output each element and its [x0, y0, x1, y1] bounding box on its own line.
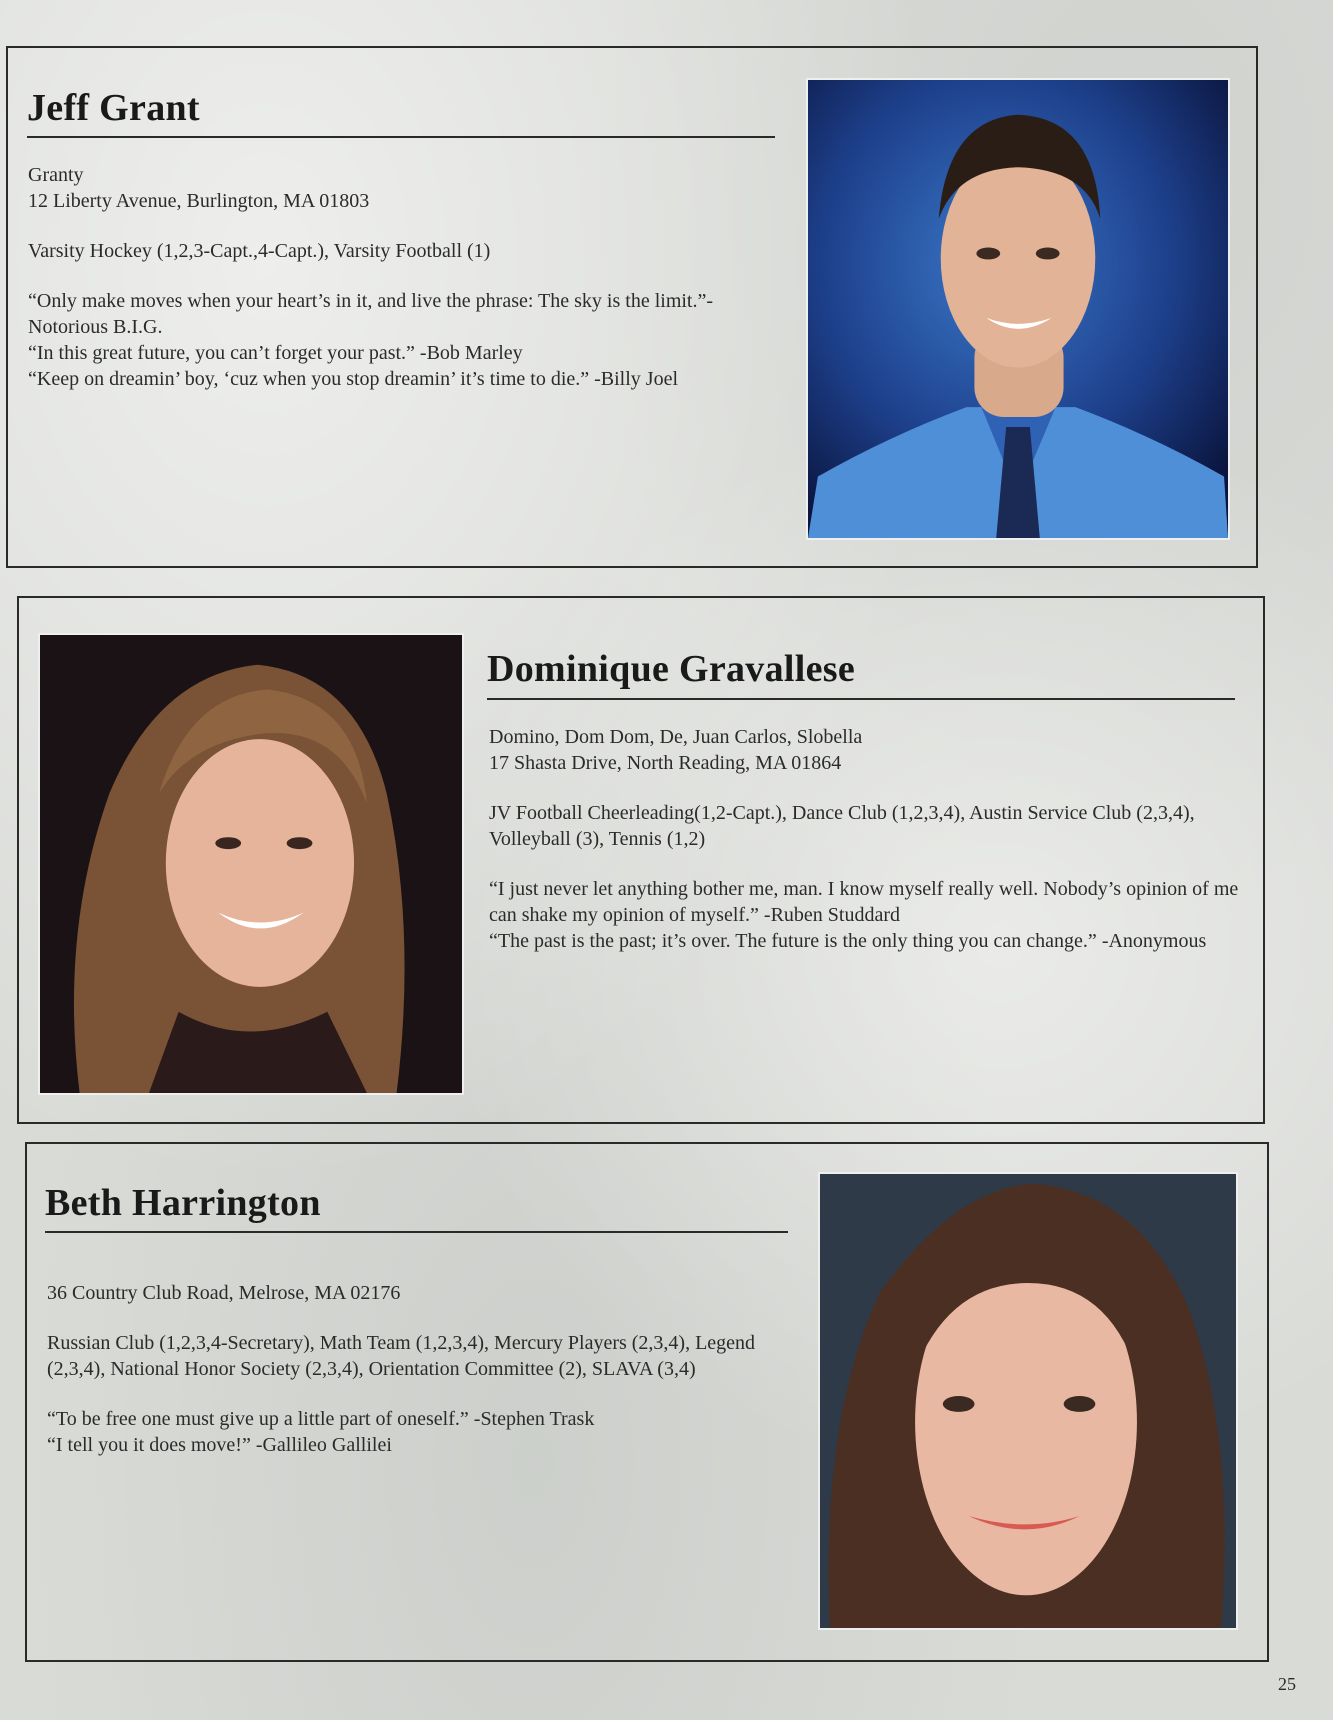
student-portrait-photo — [38, 633, 464, 1095]
nickname: Granty — [28, 164, 84, 186]
address: 36 Country Club Road, Melrose, MA 02176 — [47, 1282, 401, 1304]
activities: JV Football Cheerleading(1,2-Capt.), Dance Club (1,2,3,4), Austin Service Club (2,3,4), Volleyball (3), Tennis (1,2) — [489, 802, 1195, 850]
activities: Varsity Hockey (1,2,3-Capt.,4-Capt.), Varsity Football (1) — [28, 240, 491, 262]
page-number: 25 — [1278, 1674, 1296, 1694]
address: 17 Shasta Drive, North Reading, MA 01864 — [489, 752, 842, 774]
student-portrait-photo — [818, 1172, 1238, 1630]
student-info — [489, 724, 1239, 954]
quote: “Keep on dreamin’ boy, ‘cuz when you stop dreamin’ it’s time to die.” -Billy Joel — [28, 368, 679, 390]
quote: “In this great future, you can’t forget your past.” -Bob Marley — [28, 342, 523, 364]
address: 12 Liberty Avenue, Burlington, MA 01803 — [28, 190, 370, 212]
quote: “I tell you it does move!” -Gallileo Gallilei — [47, 1434, 392, 1456]
name-underline — [45, 1231, 788, 1233]
activities: Russian Club (1,2,3,4-Secretary), Math Team (1,2,3,4), Mercury Players (2,3,4), Legend (2,3,4), National Honor Society (2,3,4), Orientation Committee (2), SLAVA (3,4) — [47, 1332, 756, 1380]
quote: “The past is the past; it’s over. The future is the only thing you can change.” -Anonymous — [489, 930, 1207, 952]
name-underline — [487, 698, 1235, 700]
student-portrait-photo — [806, 78, 1230, 540]
student-name: Jeff Grant — [27, 87, 200, 129]
nickname: Domino, Dom Dom, De, Juan Carlos, Slobella — [489, 726, 863, 748]
quote: “To be free one must give up a little part of oneself.” -Stephen Trask — [47, 1408, 595, 1430]
student-info — [28, 162, 780, 392]
student-info — [47, 1280, 792, 1458]
student-name: Beth Harrington — [45, 1182, 321, 1224]
student-name: Dominique Gravallese — [487, 648, 856, 690]
name-underline — [27, 136, 775, 138]
quote: “Only make moves when your heart’s in it, and live the phrase: The sky is the limit.”- Notorious B.I.G. — [28, 290, 714, 338]
quote: “I just never let anything bother me, man. I know myself really well. Nobody’s opinion of me can shake my opinion of myself.” -Ruben Studdard — [489, 878, 1239, 926]
